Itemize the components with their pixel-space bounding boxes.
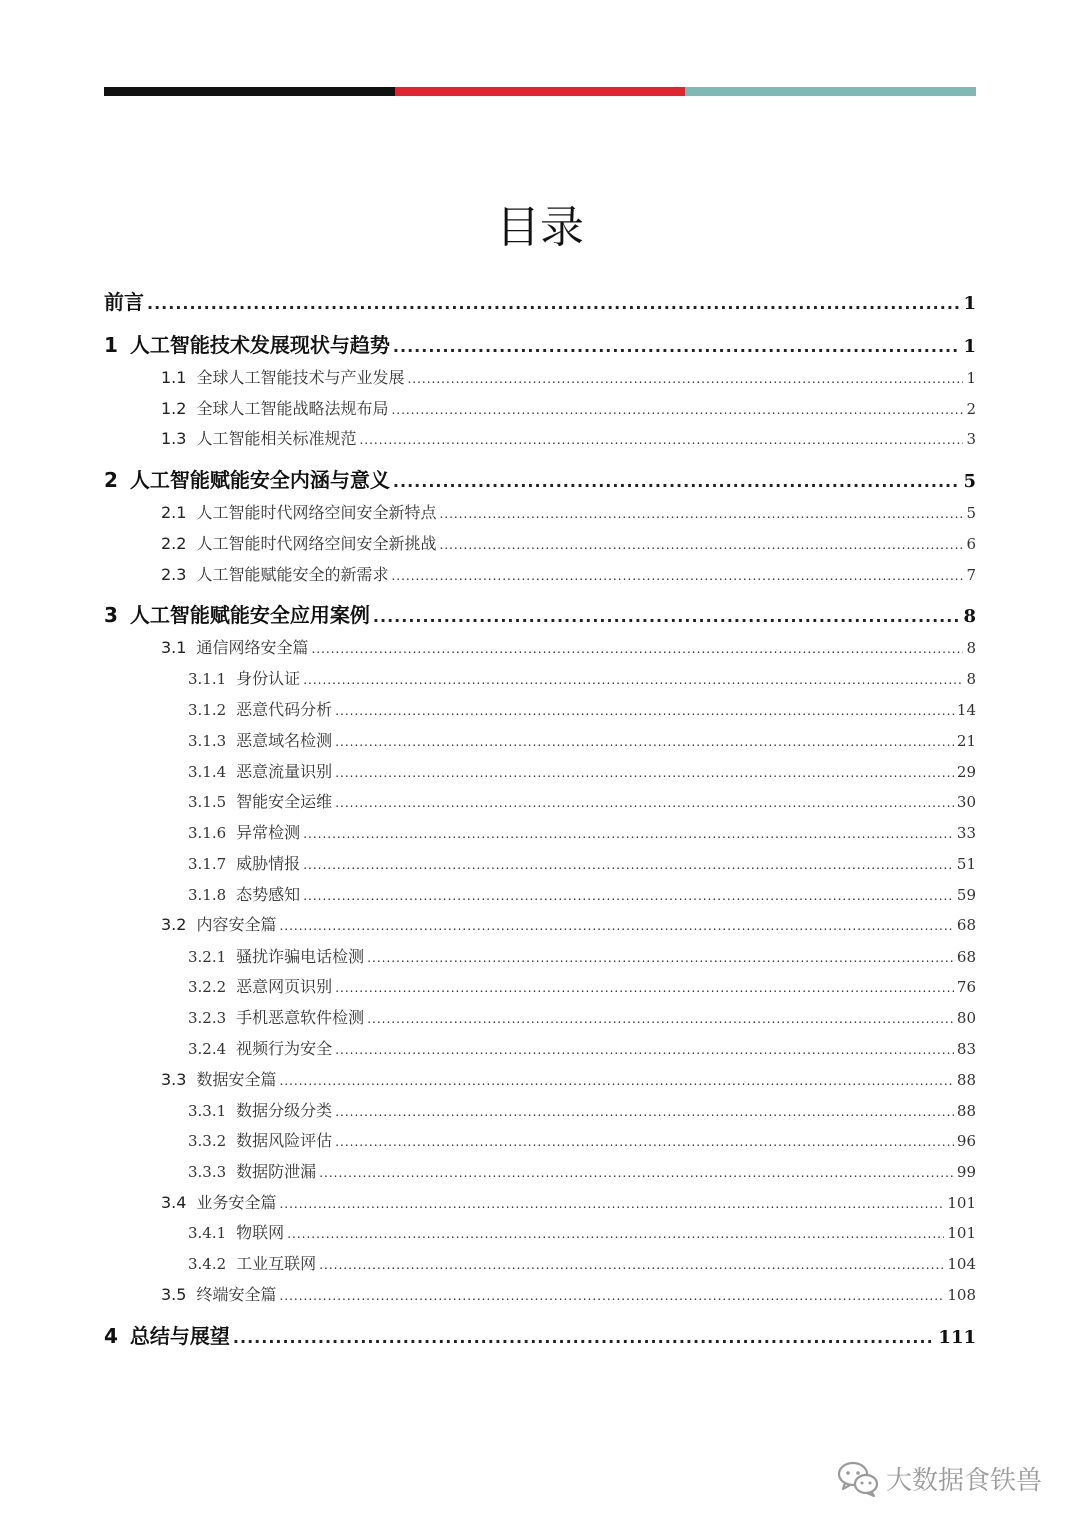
toc-entry-label: 恶意流量识别 <box>236 762 333 781</box>
toc-entry-page: 101 <box>947 1194 976 1212</box>
toc-entry-number: 3.2.1 <box>188 948 227 966</box>
toc-entry[interactable] <box>188 666 976 689</box>
toc-entry[interactable] <box>188 1098 976 1121</box>
toc-leader-dots <box>303 827 954 841</box>
toc-entry[interactable] <box>188 851 976 874</box>
toc-entry-page: 5 <box>966 504 976 522</box>
toc-entry-number: 1 <box>104 333 118 357</box>
toc-entry-number: 1.2 <box>161 399 187 418</box>
toc-entry-label: 通信网络安全篇 <box>196 638 309 657</box>
toc-entry-page: 21 <box>956 732 976 750</box>
toc-entry-label: 数据安全篇 <box>196 1070 277 1089</box>
toc-entry[interactable] <box>188 1005 976 1028</box>
toc-entry-number: 3.1.3 <box>188 732 227 750</box>
toc-leader-dots <box>279 919 953 933</box>
toc-entry-label: 内容安全篇 <box>196 915 277 934</box>
toc-entry[interactable] <box>161 426 976 449</box>
toc-entry-label: 数据防泄漏 <box>236 1162 317 1181</box>
toc-leader-dots <box>335 735 954 749</box>
toc-entry[interactable] <box>188 882 976 905</box>
toc-entry-label: 全球人工智能技术与产业发展 <box>196 368 405 387</box>
toc-leader-dots <box>303 858 954 872</box>
toc-entry-label: 人工智能赋能安全应用案例 <box>129 603 370 627</box>
toc-leader-dots <box>359 433 963 447</box>
toc-leader-dots <box>319 1166 954 1180</box>
toc-entry-page: 1 <box>963 336 976 357</box>
toc-entry-number: 3.2.2 <box>188 978 227 996</box>
toc-entry-page: 51 <box>956 855 976 873</box>
toc-leader-dots <box>279 1289 944 1303</box>
toc-entry[interactable] <box>161 396 976 419</box>
toc-entry-page: 108 <box>947 1286 976 1304</box>
toc-leader-dots <box>391 403 963 417</box>
toc-entry-number: 3.4.1 <box>188 1224 227 1242</box>
toc-entry-label: 智能安全运维 <box>236 792 333 811</box>
toc-leader-dots <box>335 1043 954 1057</box>
toc-leader-dots <box>335 1105 954 1119</box>
toc-entry[interactable] <box>161 1190 976 1213</box>
toc-entry[interactable] <box>188 974 976 997</box>
toc-entry-page: 14 <box>956 701 976 719</box>
toc-entry-label: 人工智能赋能安全内涵与意义 <box>129 468 390 492</box>
toc-entry[interactable] <box>188 759 976 782</box>
toc-entry[interactable] <box>104 286 976 315</box>
toc-entry-page: 96 <box>956 1132 976 1150</box>
toc-leader-dots <box>373 607 961 626</box>
toc-leader-dots <box>391 569 963 583</box>
toc-leader-dots <box>233 1328 936 1347</box>
toc-entry-label: 前言 <box>104 290 144 314</box>
toc-entry-number: 3.1.4 <box>188 763 227 781</box>
toc-entry[interactable] <box>161 1067 976 1090</box>
toc-leader-dots <box>439 538 963 552</box>
color-bar-segment-black <box>104 87 395 96</box>
toc-leader-dots <box>287 1227 944 1241</box>
toc-leader-dots <box>147 294 960 313</box>
toc-leader-dots <box>335 981 954 995</box>
toc-entry-label: 物联网 <box>236 1223 285 1242</box>
toc-entry-number: 2 <box>104 468 118 492</box>
toc-entry-page: 83 <box>956 1040 976 1058</box>
toc-entry-page: 8 <box>966 639 976 657</box>
toc-entry[interactable] <box>188 697 976 720</box>
toc-entry-page: 29 <box>956 763 976 781</box>
toc-entry[interactable] <box>188 728 976 751</box>
toc-entry[interactable] <box>104 599 976 628</box>
toc-entry-number: 3.3 <box>161 1070 187 1089</box>
page-title: 目录 <box>496 202 584 253</box>
watermark-text: 大数据食铁兽 <box>886 1465 1043 1496</box>
toc-entry-label: 视频行为安全 <box>236 1039 333 1058</box>
toc-entry-page: 8 <box>966 670 976 688</box>
header-color-bar <box>104 87 976 96</box>
toc-leader-dots <box>335 796 954 810</box>
toc-entry-page: 68 <box>956 916 976 934</box>
toc-entry-page: 5 <box>963 471 976 492</box>
toc-entry-label: 恶意代码分析 <box>236 700 333 719</box>
toc-entry-page: 99 <box>956 1163 976 1181</box>
toc-entry-label: 数据分级分类 <box>236 1101 333 1120</box>
toc-entry-page: 2 <box>966 400 976 418</box>
toc-entry-page: 1 <box>963 293 976 314</box>
toc-entry[interactable] <box>188 1128 976 1151</box>
toc-entry[interactable] <box>161 531 976 554</box>
toc-entry-page: 76 <box>956 978 976 996</box>
toc-entry-page: 30 <box>956 793 976 811</box>
toc-entry[interactable] <box>161 1282 976 1305</box>
toc-entry-number: 3.2 <box>161 915 187 934</box>
toc-leader-dots <box>407 372 963 386</box>
toc-leader-dots <box>367 951 954 965</box>
toc-leader-dots <box>439 507 963 521</box>
toc-entry[interactable] <box>188 1220 976 1243</box>
toc-entry-number: 3.3.1 <box>188 1102 227 1120</box>
toc-entry-number: 3.3.2 <box>188 1132 227 1150</box>
toc-leader-dots <box>279 1074 953 1088</box>
color-bar-segment-red <box>395 87 686 96</box>
toc-entry-label: 恶意网页识别 <box>236 977 333 996</box>
toc-entry-number: 3.4.2 <box>188 1255 227 1273</box>
toc-entry-page: 1 <box>966 369 976 387</box>
toc-entry-label: 恶意域名检测 <box>236 731 333 750</box>
toc-entry[interactable] <box>104 1320 976 1349</box>
toc-entry-label: 身份认证 <box>236 669 301 688</box>
toc-leader-dots <box>393 337 961 356</box>
toc-entry-label: 业务安全篇 <box>196 1193 277 1212</box>
toc-entry-label: 工业互联网 <box>236 1254 317 1273</box>
toc-entry-label: 数据风险评估 <box>236 1131 333 1150</box>
toc-entry-label: 人工智能技术发展现状与趋势 <box>129 333 390 357</box>
toc-entry-number: 3.1.2 <box>188 701 227 719</box>
toc-leader-dots <box>335 766 954 780</box>
toc-entry[interactable] <box>161 365 976 388</box>
toc-entry-label: 人工智能相关标准规范 <box>196 429 357 448</box>
toc-entry-label: 全球人工智能战略法规布局 <box>196 399 389 418</box>
toc-entry-label: 总结与展望 <box>129 1324 230 1348</box>
toc-entry-page: 59 <box>956 886 976 904</box>
toc-entry[interactable] <box>161 500 976 523</box>
toc-entry-page: 8 <box>963 606 976 627</box>
toc-leader-dots <box>303 673 963 687</box>
toc-leader-dots <box>303 889 954 903</box>
toc-entry-page: 80 <box>956 1009 976 1027</box>
toc-entry[interactable] <box>188 1036 976 1059</box>
watermark <box>836 1458 1042 1498</box>
toc-entry-page: 3 <box>966 430 976 448</box>
toc-entry[interactable] <box>188 820 976 843</box>
toc-entry-number: 3.1.6 <box>188 824 227 842</box>
toc-entry-page: 88 <box>956 1102 976 1120</box>
toc-entry-label: 人工智能时代网络空间安全新挑战 <box>196 534 437 553</box>
toc-entry[interactable] <box>188 1159 976 1182</box>
toc-entry-label: 手机恶意软件检测 <box>236 1008 365 1027</box>
toc-leader-dots <box>335 704 954 718</box>
toc-entry-label: 异常检测 <box>236 823 301 842</box>
toc-entry-number: 2.2 <box>161 534 187 553</box>
toc-entry[interactable] <box>104 464 976 493</box>
toc-entry[interactable] <box>188 944 976 967</box>
toc-leader-dots <box>319 1258 944 1272</box>
toc-entry[interactable] <box>161 635 976 658</box>
toc-entry-page: 111 <box>938 1327 976 1348</box>
toc-leader-dots <box>393 472 961 491</box>
toc-entry-label: 人工智能时代网络空间安全新特点 <box>196 503 437 522</box>
toc-entry-page: 101 <box>947 1224 976 1242</box>
toc-entry-label: 人工智能赋能安全的新需求 <box>196 565 389 584</box>
toc-entry-number: 3.1.8 <box>188 886 227 904</box>
toc-entry[interactable] <box>161 912 976 935</box>
toc-entry-page: 33 <box>956 824 976 842</box>
toc-entry-number: 3.2.3 <box>188 1009 227 1027</box>
toc-entry-number: 3.1 <box>161 638 187 657</box>
toc-entry-page: 68 <box>956 948 976 966</box>
toc-entry-number: 4 <box>104 1324 118 1348</box>
toc-entry-number: 3.3.3 <box>188 1163 227 1181</box>
toc-entry-label: 骚扰诈骗电话检测 <box>236 947 365 966</box>
toc-entry-number: 3.4 <box>161 1193 187 1212</box>
toc-leader-dots <box>311 642 963 656</box>
toc-entry[interactable] <box>188 789 976 812</box>
toc-entry-number: 3.1.1 <box>188 670 227 688</box>
toc-entry-page: 6 <box>966 535 976 553</box>
toc-entry-page: 104 <box>947 1255 976 1273</box>
color-bar-segment-teal <box>685 87 976 96</box>
toc-entry[interactable] <box>104 329 976 358</box>
toc-entry-number: 1.1 <box>161 368 187 387</box>
toc-entry-number: 3.2.4 <box>188 1040 227 1058</box>
toc-entry-label: 终端安全篇 <box>196 1285 277 1304</box>
toc-entry-number: 2.3 <box>161 565 187 584</box>
toc-entry-number: 3.1.5 <box>188 793 227 811</box>
toc-entry-label: 威胁情报 <box>236 854 301 873</box>
toc-entry[interactable] <box>188 1251 976 1274</box>
toc-leader-dots <box>335 1135 954 1149</box>
toc-entry-number: 2.1 <box>161 503 187 522</box>
toc-entry-number: 1.3 <box>161 429 187 448</box>
wechat-icon <box>836 1458 880 1498</box>
toc-entry-page: 7 <box>966 566 976 584</box>
toc-entry-number: 3 <box>104 603 118 627</box>
toc-entry-number: 3.5 <box>161 1285 187 1304</box>
toc-entry[interactable] <box>161 562 976 585</box>
toc-entry-number: 3.1.7 <box>188 855 227 873</box>
toc-entry-label: 态势感知 <box>236 885 301 904</box>
toc-leader-dots <box>279 1197 944 1211</box>
toc-entry-page: 88 <box>956 1071 976 1089</box>
toc-leader-dots <box>367 1012 954 1026</box>
